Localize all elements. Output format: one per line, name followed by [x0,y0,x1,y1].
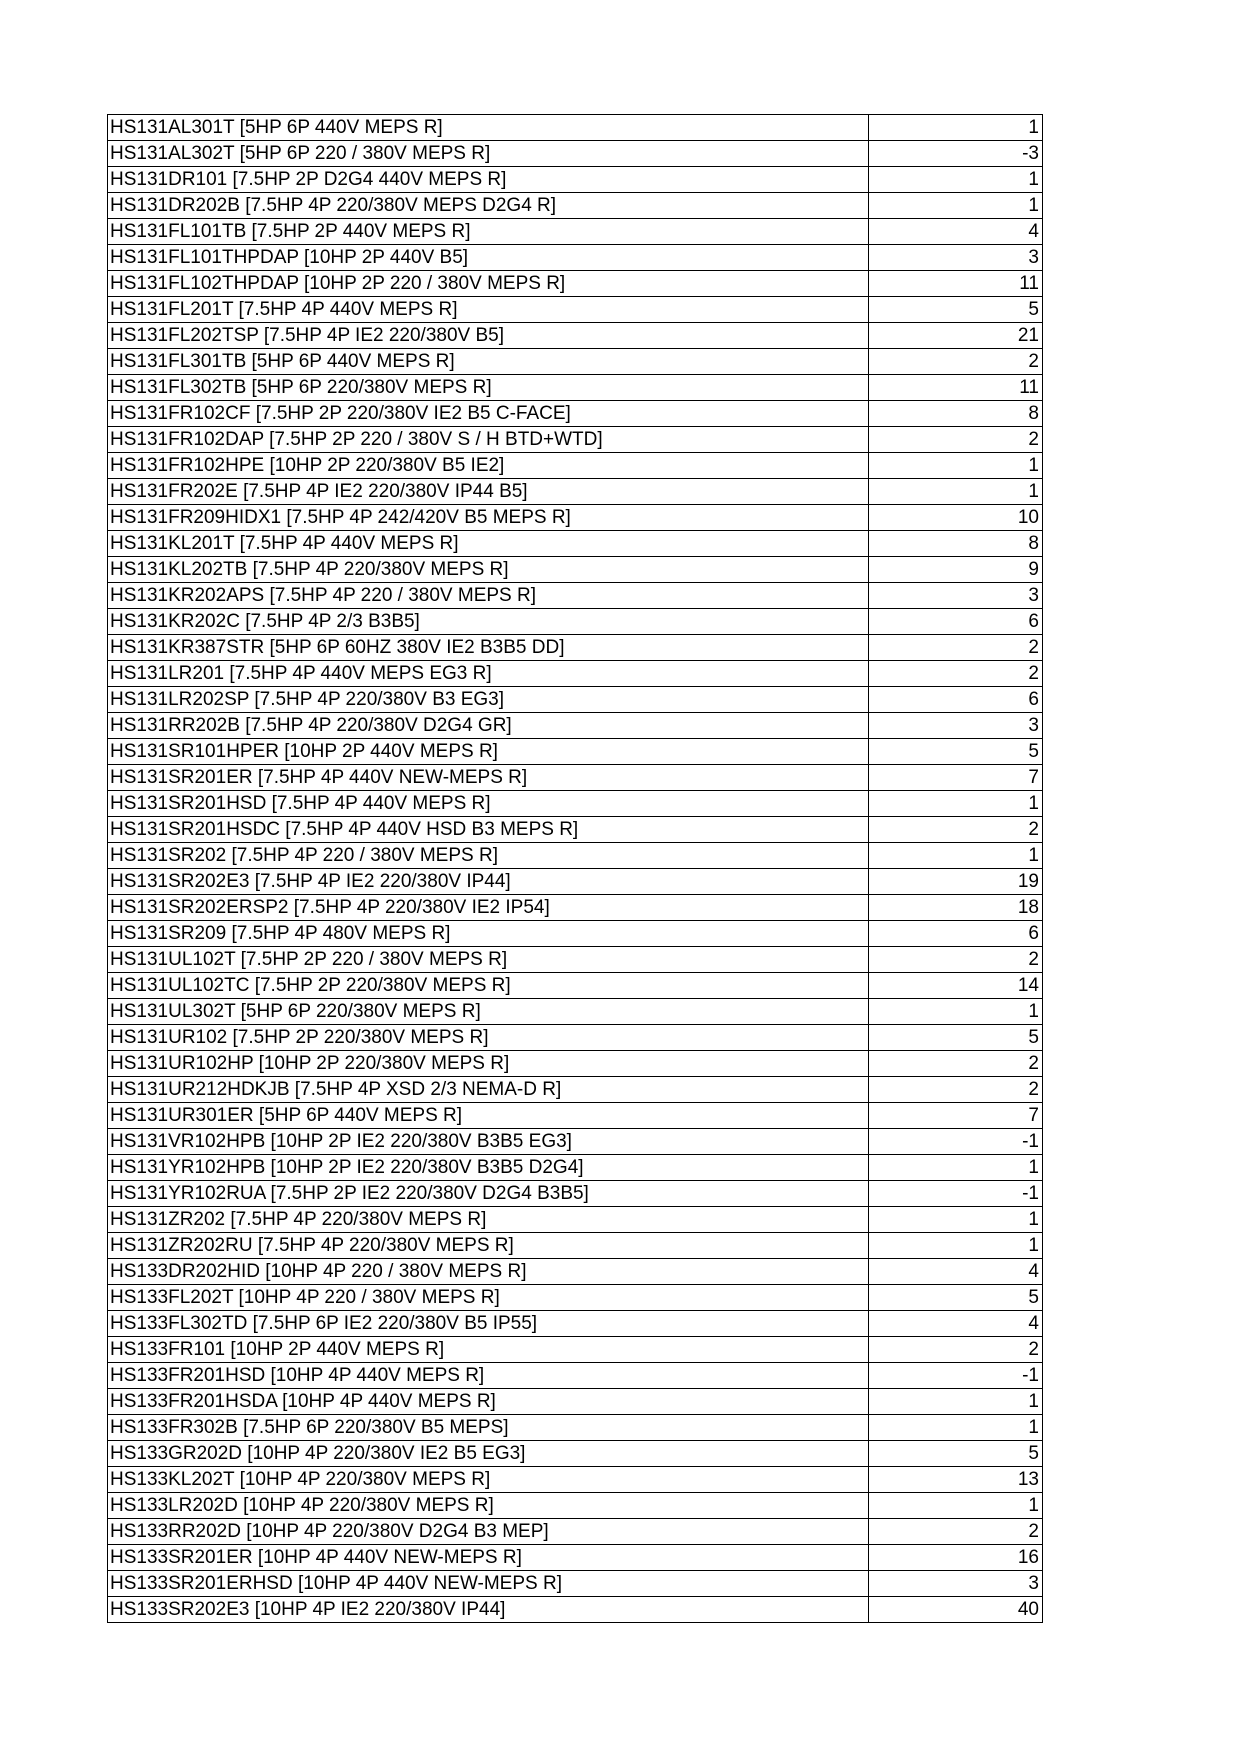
item-description-cell: HS131SR201ER [7.5HP 4P 440V NEW-MEPS R] [108,765,869,791]
item-quantity-cell: 1 [869,1207,1043,1233]
item-quantity-cell: 2 [869,661,1043,687]
item-description-cell: HS131FL101TB [7.5HP 2P 440V MEPS R] [108,219,869,245]
item-quantity-cell: 9 [869,557,1043,583]
inventory-table-body [108,115,1043,1623]
item-description-cell: HS131FL302TB [5HP 6P 220/380V MEPS R] [108,375,869,401]
table-row [108,947,1043,973]
table-row [108,1311,1043,1337]
item-description-cell: HS131SR202 [7.5HP 4P 220 / 380V MEPS R] [108,843,869,869]
item-description-cell: HS131UR301ER [5HP 6P 440V MEPS R] [108,1103,869,1129]
item-quantity-cell: 6 [869,921,1043,947]
table-row [108,1259,1043,1285]
item-description-cell: HS131UL102T [7.5HP 2P 220 / 380V MEPS R] [108,947,869,973]
table-row [108,401,1043,427]
table-row [108,271,1043,297]
item-quantity-cell: 19 [869,869,1043,895]
table-row [108,921,1043,947]
item-description-cell: HS131SR101HPER [10HP 2P 440V MEPS R] [108,739,869,765]
item-quantity-cell: 1 [869,1233,1043,1259]
item-quantity-cell: 5 [869,739,1043,765]
table-row [108,1363,1043,1389]
item-description-cell: HS131FL301TB [5HP 6P 440V MEPS R] [108,349,869,375]
item-description-cell: HS131FL201T [7.5HP 4P 440V MEPS R] [108,297,869,323]
table-row [108,843,1043,869]
item-quantity-cell: 1 [869,1415,1043,1441]
item-quantity-cell: 1 [869,843,1043,869]
item-description-cell: HS131FR202E [7.5HP 4P IE2 220/380V IP44 B5] [108,479,869,505]
item-description-cell: HS131UL302T [5HP 6P 220/380V MEPS R] [108,999,869,1025]
item-description-cell: HS131VR102HPB [10HP 2P IE2 220/380V B3B5 EG3] [108,1129,869,1155]
table-row [108,1519,1043,1545]
table-row [108,505,1043,531]
item-quantity-cell: 18 [869,895,1043,921]
item-quantity-cell: 40 [869,1597,1043,1623]
table-row [108,1129,1043,1155]
item-quantity-cell: 2 [869,1051,1043,1077]
item-description-cell: HS131SR201HSDC [7.5HP 4P 440V HSD B3 MEPS R] [108,817,869,843]
table-row [108,375,1043,401]
table-row [108,1493,1043,1519]
item-quantity-cell: 1 [869,1155,1043,1181]
inventory-table [107,114,1043,1623]
item-quantity-cell: 1 [869,193,1043,219]
item-description-cell: HS133LR202D [10HP 4P 220/380V MEPS R] [108,1493,869,1519]
item-quantity-cell: -3 [869,141,1043,167]
item-description-cell: HS131UR212HDKJB [7.5HP 4P XSD 2/3 NEMA-D R] [108,1077,869,1103]
item-description-cell: HS131RR202B [7.5HP 4P 220/380V D2G4 GR] [108,713,869,739]
item-quantity-cell: 16 [869,1545,1043,1571]
item-quantity-cell: 2 [869,947,1043,973]
table-row [108,609,1043,635]
item-quantity-cell: 1 [869,999,1043,1025]
table-row [108,1025,1043,1051]
item-quantity-cell: 13 [869,1467,1043,1493]
table-row [108,1077,1043,1103]
table-row [108,687,1043,713]
item-description-cell: HS131FL102THPDAP [10HP 2P 220 / 380V MEPS R] [108,271,869,297]
item-description-cell: HS133SR201ERHSD [10HP 4P 440V NEW-MEPS R] [108,1571,869,1597]
item-description-cell: HS131FR102CF [7.5HP 2P 220/380V IE2 B5 C-FACE] [108,401,869,427]
item-quantity-cell: 8 [869,531,1043,557]
item-description-cell: HS131FR102HPE [10HP 2P 220/380V B5 IE2] [108,453,869,479]
table-row [108,765,1043,791]
table-row [108,635,1043,661]
item-quantity-cell: 4 [869,1259,1043,1285]
table-row [108,713,1043,739]
item-quantity-cell: -1 [869,1129,1043,1155]
table-row [108,167,1043,193]
item-description-cell: HS131AL301T [5HP 6P 440V MEPS R] [108,115,869,141]
item-description-cell: HS133KL202T [10HP 4P 220/380V MEPS R] [108,1467,869,1493]
item-description-cell: HS133RR202D [10HP 4P 220/380V D2G4 B3 MEP] [108,1519,869,1545]
table-row [108,557,1043,583]
item-description-cell: HS131FR102DAP [7.5HP 2P 220 / 380V S / H BTD+WTD] [108,427,869,453]
item-quantity-cell: 6 [869,687,1043,713]
item-quantity-cell: 3 [869,245,1043,271]
item-description-cell: HS131DR101 [7.5HP 2P D2G4 440V MEPS R] [108,167,869,193]
table-row [108,453,1043,479]
item-quantity-cell: 1 [869,167,1043,193]
item-quantity-cell: 2 [869,635,1043,661]
item-quantity-cell: 3 [869,583,1043,609]
table-row [108,1103,1043,1129]
item-description-cell: HS131AL302T [5HP 6P 220 / 380V MEPS R] [108,141,869,167]
table-row [108,1571,1043,1597]
item-quantity-cell: 6 [869,609,1043,635]
item-quantity-cell: 1 [869,453,1043,479]
table-row [108,1181,1043,1207]
table-row [108,583,1043,609]
item-quantity-cell: 5 [869,297,1043,323]
item-description-cell: HS133FL302TD [7.5HP 6P IE2 220/380V B5 IP55] [108,1311,869,1337]
table-row [108,999,1043,1025]
table-row [108,791,1043,817]
item-quantity-cell: 1 [869,1493,1043,1519]
table-row [108,1155,1043,1181]
item-description-cell: HS131KR202APS [7.5HP 4P 220 / 380V MEPS R] [108,583,869,609]
table-row [108,141,1043,167]
item-description-cell: HS133FR201HSDA [10HP 4P 440V MEPS R] [108,1389,869,1415]
table-row [108,895,1043,921]
item-description-cell: HS131FL202TSP [7.5HP 4P IE2 220/380V B5] [108,323,869,349]
item-quantity-cell: 7 [869,1103,1043,1129]
item-quantity-cell: 5 [869,1285,1043,1311]
item-quantity-cell: 3 [869,713,1043,739]
item-quantity-cell: 5 [869,1025,1043,1051]
item-description-cell: HS131YR102RUA [7.5HP 2P IE2 220/380V D2G4 B3B5] [108,1181,869,1207]
item-description-cell: HS133SR202E3 [10HP 4P IE2 220/380V IP44] [108,1597,869,1623]
table-row [108,245,1043,271]
item-description-cell: HS131SR202E3 [7.5HP 4P IE2 220/380V IP44] [108,869,869,895]
item-description-cell: HS131DR202B [7.5HP 4P 220/380V MEPS D2G4 R] [108,193,869,219]
table-row [108,1051,1043,1077]
item-description-cell: HS131UR102HP [10HP 2P 220/380V MEPS R] [108,1051,869,1077]
item-quantity-cell: 2 [869,349,1043,375]
item-quantity-cell: 10 [869,505,1043,531]
table-row [108,1389,1043,1415]
item-description-cell: HS133FR302B [7.5HP 6P 220/380V B5 MEPS] [108,1415,869,1441]
table-row [108,1233,1043,1259]
item-description-cell: HS131KL201T [7.5HP 4P 440V MEPS R] [108,531,869,557]
item-quantity-cell: 7 [869,765,1043,791]
table-row [108,1415,1043,1441]
item-description-cell: HS131SR201HSD [7.5HP 4P 440V MEPS R] [108,791,869,817]
item-quantity-cell: 1 [869,115,1043,141]
table-row [108,1207,1043,1233]
table-row [108,531,1043,557]
table-row [108,349,1043,375]
item-description-cell: HS131FR209HIDX1 [7.5HP 4P 242/420V B5 MEPS R] [108,505,869,531]
table-row [108,219,1043,245]
table-row [108,297,1043,323]
item-quantity-cell: 11 [869,375,1043,401]
item-quantity-cell: 2 [869,427,1043,453]
table-row [108,739,1043,765]
table-row [108,193,1043,219]
item-description-cell: HS131SR209 [7.5HP 4P 480V MEPS R] [108,921,869,947]
item-quantity-cell: 14 [869,973,1043,999]
item-quantity-cell: 5 [869,1441,1043,1467]
table-row [108,115,1043,141]
item-description-cell: HS133SR201ER [10HP 4P 440V NEW-MEPS R] [108,1545,869,1571]
item-description-cell: HS133GR202D [10HP 4P 220/380V IE2 B5 EG3] [108,1441,869,1467]
item-quantity-cell: 2 [869,1519,1043,1545]
item-quantity-cell: 21 [869,323,1043,349]
table-row [108,1285,1043,1311]
item-description-cell: HS131ZR202 [7.5HP 4P 220/380V MEPS R] [108,1207,869,1233]
table-row [108,869,1043,895]
item-description-cell: HS131SR202ERSP2 [7.5HP 4P 220/380V IE2 IP54] [108,895,869,921]
table-row [108,1337,1043,1363]
item-quantity-cell: 1 [869,479,1043,505]
item-description-cell: HS131UL102TC [7.5HP 2P 220/380V MEPS R] [108,973,869,999]
item-description-cell: HS131FL101THPDAP [10HP 2P 440V B5] [108,245,869,271]
item-description-cell: HS131KL202TB [7.5HP 4P 220/380V MEPS R] [108,557,869,583]
item-description-cell: HS131UR102 [7.5HP 2P 220/380V MEPS R] [108,1025,869,1051]
item-description-cell: HS133FR101 [10HP 2P 440V MEPS R] [108,1337,869,1363]
table-row [108,1467,1043,1493]
item-description-cell: HS131KR387STR [5HP 6P 60HZ 380V IE2 B3B5 DD] [108,635,869,661]
item-description-cell: HS131YR102HPB [10HP 2P IE2 220/380V B3B5 D2G4] [108,1155,869,1181]
table-row [108,1597,1043,1623]
item-quantity-cell: 1 [869,1389,1043,1415]
item-quantity-cell: 4 [869,1311,1043,1337]
item-description-cell: HS133FR201HSD [10HP 4P 440V MEPS R] [108,1363,869,1389]
item-description-cell: HS131LR202SP [7.5HP 4P 220/380V B3 EG3] [108,687,869,713]
item-quantity-cell: 2 [869,817,1043,843]
table-row [108,323,1043,349]
table-row [108,973,1043,999]
item-description-cell: HS133FL202T [10HP 4P 220 / 380V MEPS R] [108,1285,869,1311]
item-quantity-cell: -1 [869,1181,1043,1207]
table-row [108,817,1043,843]
item-description-cell: HS131ZR202RU [7.5HP 4P 220/380V MEPS R] [108,1233,869,1259]
item-description-cell: HS131LR201 [7.5HP 4P 440V MEPS EG3 R] [108,661,869,687]
table-row [108,479,1043,505]
item-quantity-cell: -1 [869,1363,1043,1389]
item-quantity-cell: 8 [869,401,1043,427]
item-quantity-cell: 2 [869,1077,1043,1103]
table-row [108,1441,1043,1467]
item-quantity-cell: 4 [869,219,1043,245]
table-row [108,427,1043,453]
item-quantity-cell: 2 [869,1337,1043,1363]
table-row [108,661,1043,687]
item-quantity-cell: 1 [869,791,1043,817]
item-description-cell: HS131KR202C [7.5HP 4P 2/3 B3B5] [108,609,869,635]
table-row [108,1545,1043,1571]
item-quantity-cell: 3 [869,1571,1043,1597]
item-quantity-cell: 11 [869,271,1043,297]
item-description-cell: HS133DR202HID [10HP 4P 220 / 380V MEPS R] [108,1259,869,1285]
